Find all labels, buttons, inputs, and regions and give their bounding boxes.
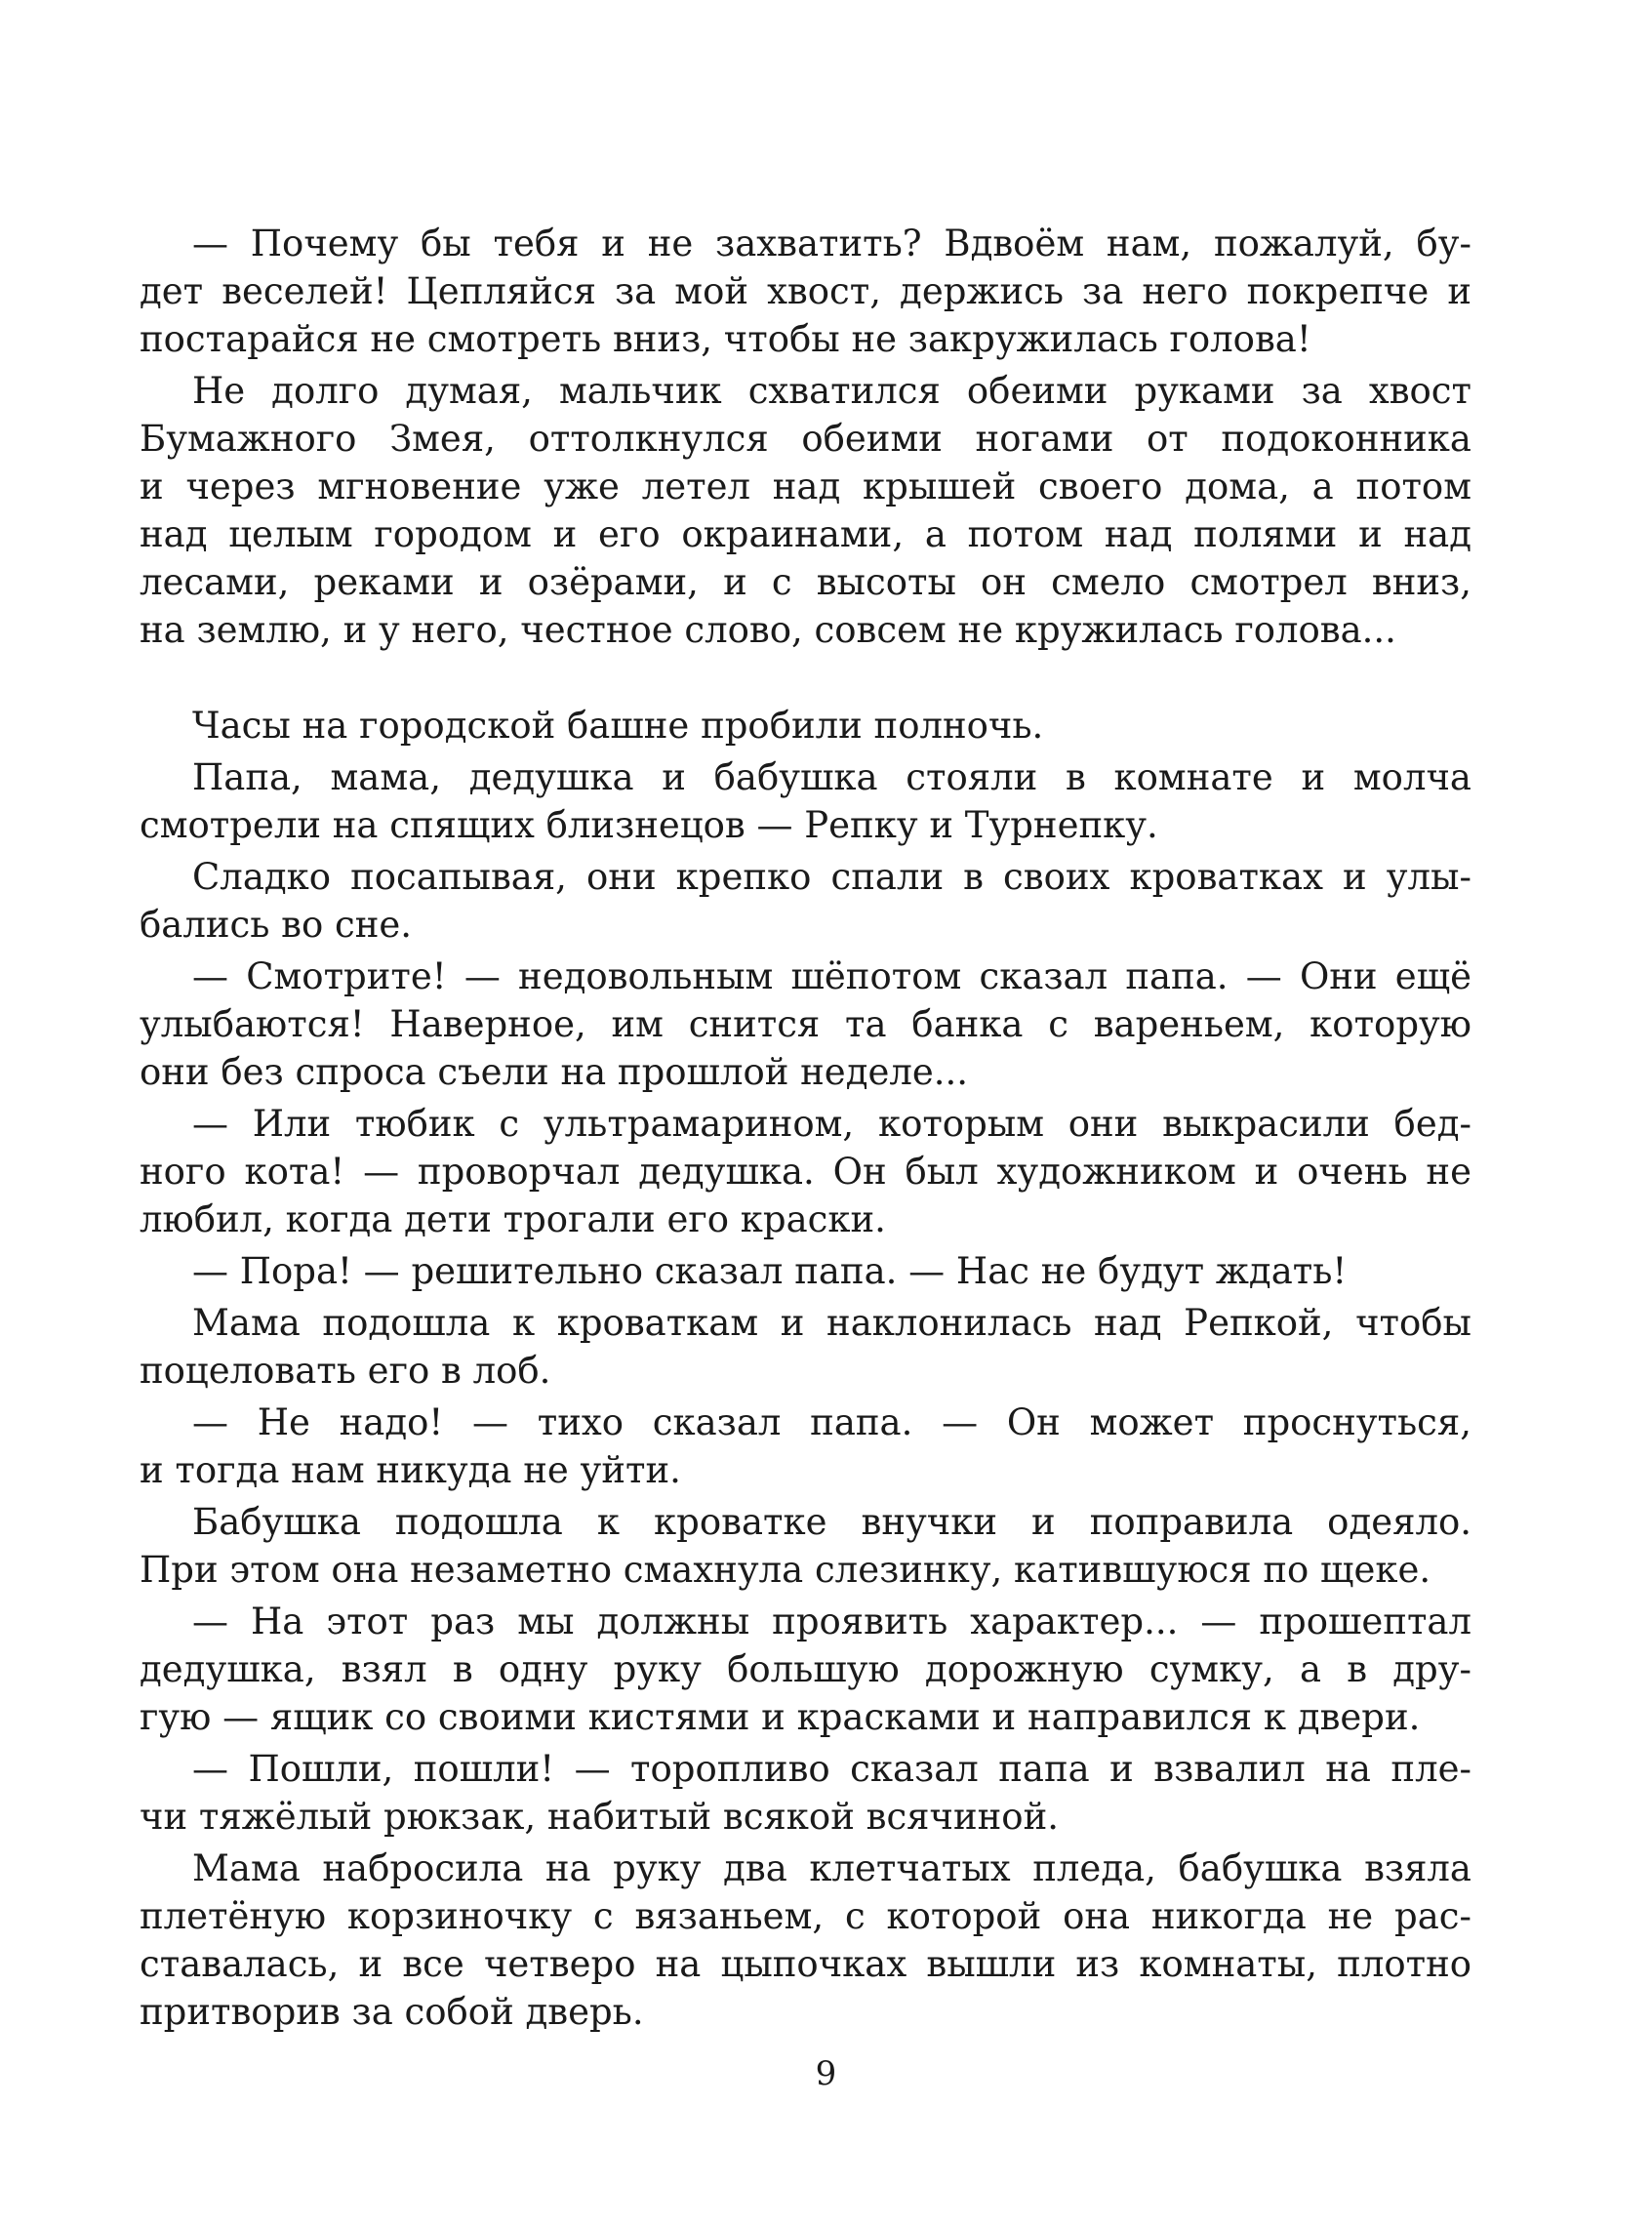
text-line: — Смотрите! — недовольным шёпотом сказал папа. — Они ещё [192, 955, 1471, 997]
paragraph [140, 367, 1471, 654]
text-line: смотрели на спящих близнецов — Репку и Турнепку. [140, 804, 1158, 846]
text-line: они без спроса съели на прошлой неделе... [140, 1051, 969, 1093]
text-line: плетёную корзиночку с вязаньем, с которой она никогда не рас- [140, 1895, 1471, 1937]
text-line: лесами, реками и озёрами, и с высоты он смело смотрел вниз, [140, 561, 1471, 603]
paragraph [140, 220, 1471, 363]
section-break [140, 658, 1471, 702]
paragraph [140, 1398, 1471, 1494]
text-line: дет веселей! Цепляйся за мой хвост, держись за него покрепче и [140, 270, 1471, 312]
paragraph [140, 702, 1471, 750]
text-line: и через мгновение уже летел над крышей своего дома, а потом [140, 466, 1471, 507]
text-line: Мама набросила на руку два клетчатых пледа, бабушка взяла [192, 1847, 1471, 1889]
text-line: на землю, и у него, честное слово, совсем не кружилась голова... [140, 609, 1396, 651]
text-line: бались во сне. [140, 904, 413, 946]
text-line: улыбаются! Наверное, им снится та банка с вареньем, которую [140, 1003, 1471, 1045]
text-line: Бабушка подошла к кроватке внучки и поправила одеяло. [192, 1501, 1471, 1543]
text-line: Мама подошла к кроваткам и наклонилась над Репкой, чтобы [192, 1302, 1471, 1344]
text-line: и тогда нам никуда не уйти. [140, 1449, 681, 1491]
page-number: 9 [815, 2054, 837, 2093]
text-line: Не долго думая, мальчик схватился обеими руками за хвост [192, 370, 1471, 412]
text-line: ного кота! — проворчал дедушка. Он был художником и очень не [140, 1151, 1471, 1193]
paragraph [140, 753, 1471, 849]
text-line: над целым городом и его окраинами, а потом над полями и над [140, 513, 1471, 555]
paragraph [140, 1498, 1471, 1594]
paragraph [140, 1299, 1471, 1395]
paragraph [140, 1745, 1471, 1841]
text-line: — Не надо! — тихо сказал папа. — Он может проснуться, [192, 1401, 1471, 1443]
text-line: — Или тюбик с ультрамарином, которым они выкрасили бед- [192, 1103, 1471, 1145]
text-line: любил, когда дети трогали его краски. [140, 1198, 886, 1240]
text-line: поцеловать его в лоб. [140, 1350, 551, 1392]
text-line: При этом она незаметно смахнула слезинку, катившуюся по щеке. [140, 1549, 1431, 1591]
text-line: Папа, мама, дедушка и бабушка стояли в комнате и молча [192, 756, 1471, 798]
text-line: дедушка, взял в одну руку большую дорожную сумку, а в дру- [140, 1648, 1471, 1690]
text-line: Часы на городской башне пробили полночь. [192, 705, 1044, 747]
paragraph [140, 1247, 1471, 1295]
text-line: — Пора! — решительно сказал папа. — Нас не будут ждать! [192, 1250, 1348, 1292]
paragraph [140, 1844, 1471, 2036]
paragraph [140, 853, 1471, 949]
text-line: — Почему бы тебя и не захватить? Вдвоём нам, пожалуй, бу- [192, 223, 1471, 264]
paragraph [140, 952, 1471, 1096]
text-line: ставалась, и все четверо на цыпочках вышли из комнаты, плотно [140, 1943, 1471, 1985]
paragraph [140, 1100, 1471, 1243]
text-line: — На этот раз мы должны проявить характер... — прошептал [192, 1601, 1471, 1642]
text-line: Бумажного Змея, оттолкнулся обеими ногами от подоконника [140, 418, 1471, 460]
text-line: притворив за собой дверь. [140, 1991, 644, 2033]
text-line: — Пошли, пошли! — торопливо сказал папа и взвалил на пле- [192, 1748, 1471, 1790]
text-line: гую — ящик со своими кистями и красками и направился к двери. [140, 1696, 1421, 1738]
text-line: чи тяжёлый рюкзак, набитый всякой всячиной. [140, 1796, 1060, 1838]
text-line: постарайся не смотреть вниз, чтобы не закружилась голова! [140, 318, 1311, 360]
text-line: Сладко посапывая, они крепко спали в своих кроватках и улы- [192, 856, 1471, 898]
page-text [140, 220, 1471, 2040]
paragraph [140, 1598, 1471, 1741]
